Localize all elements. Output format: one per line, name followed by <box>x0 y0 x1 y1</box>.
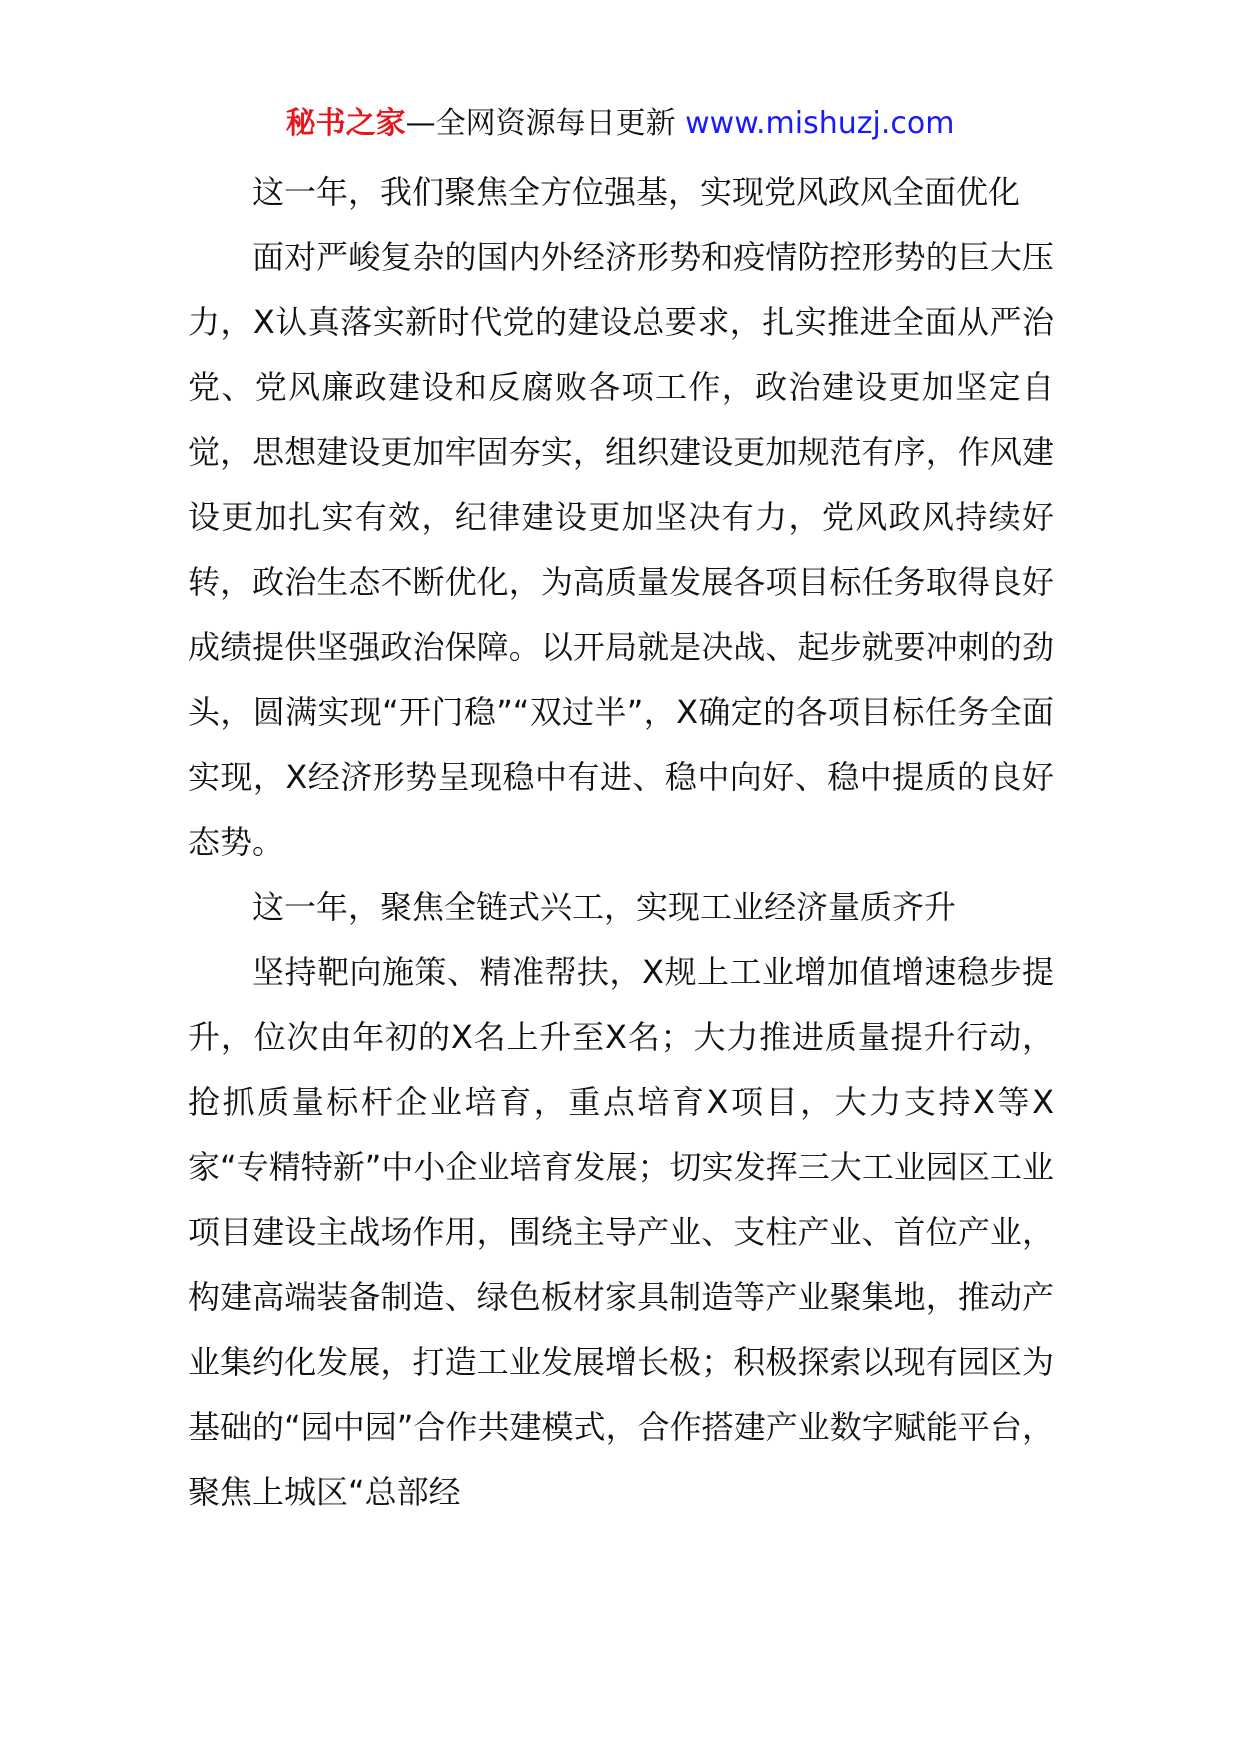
section-heading-industry: 这一年，聚焦全链式兴工，实现工业经济量质齐升 <box>252 888 957 926</box>
document-body <box>188 160 1054 1525</box>
brand-name: 秘书之家 <box>285 106 406 141</box>
paragraph-party-conduct: 面对严峻复杂的国内外经济形势和疫情防控形势的巨大压力，X认真落实新时代党的建设总要求，扎实推进全面从严治党、党风廉政建设和反腐败各项工作，政治建设更加坚定自觉，思想建设更加牢固夯实，组织建设更加规范有序，作风建设更加扎实有效，纪律建设更加坚决有力，党风政风持续好转，政治生态不断优化，为高质量发展各项目标任务取得良好成绩提供坚强政治保障。以开局就是决战、起步就要冲刺的劲头，圆满实现“开门稳”“双过半”，X确定的各项目标任务全面实现，X经济形势呈现稳中有进、稳中向好、稳中提质的良好态势。 <box>188 238 1054 861</box>
paragraph-industry: 坚持靶向施策、精准帮扶，X规上工业增加值增速稳步提升，位次由年初的X名上升至X名；大力推进质量提升行动，抢抓质量标杆企业培育，重点培育X项目，大力支持X等X家“专精特新”中小企业培育发展；切实发挥三大工业园区工业项目建设主战场作用，围绕主导产业、支柱产业、首位产业，构建高端装备制造、绿色板材家具制造等产业聚集地，推动产业集约化发展，打造工业发展增长极；积极探索以现有园区为基础的“园中园”合作共建模式，合作搭建产业数字赋能平台，聚焦上城区“总部经 <box>188 953 1054 1511</box>
header-tagline: —全网资源每日更新 <box>405 106 686 141</box>
site-url-link[interactable]: www.mishuzj.com <box>685 106 955 141</box>
page-header <box>0 98 1240 150</box>
section-heading-party-conduct: 这一年，我们聚焦全方位强基，实现党风政风全面优化 <box>252 173 1021 211</box>
